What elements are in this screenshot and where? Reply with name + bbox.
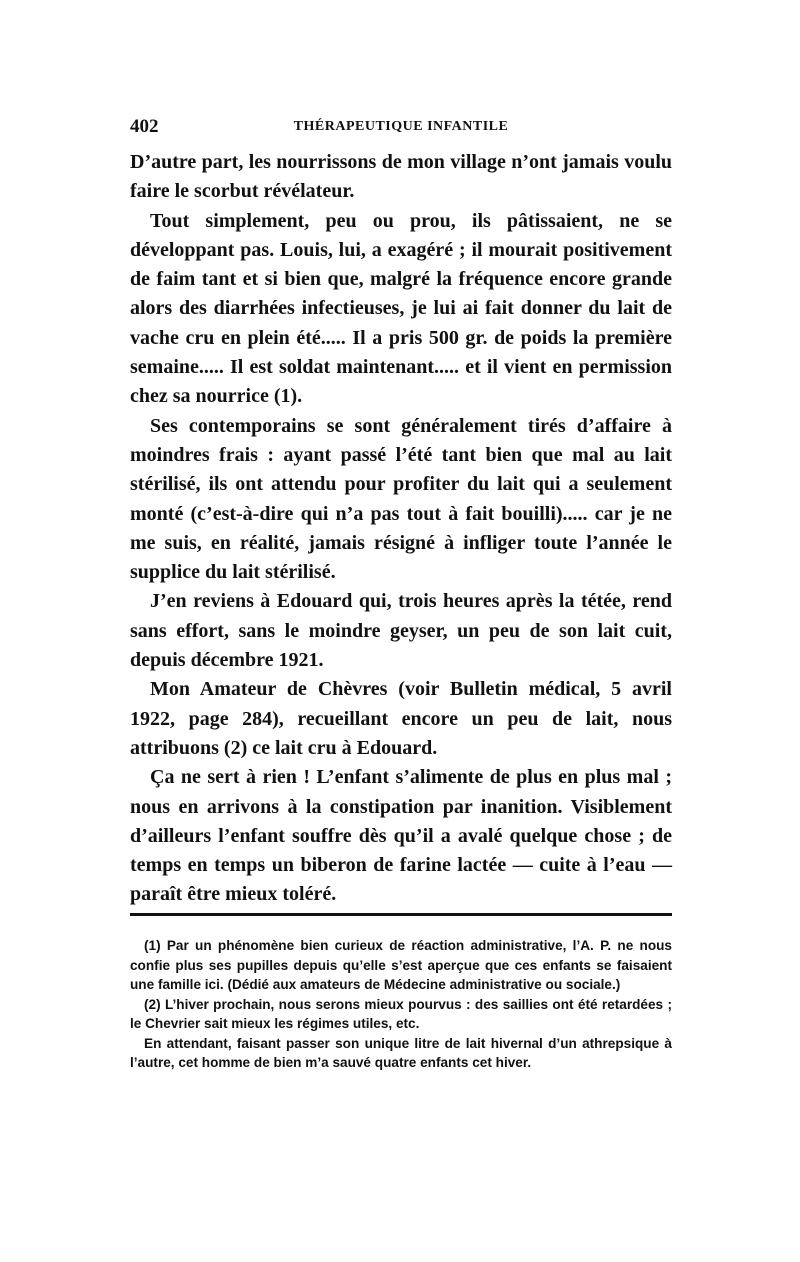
paragraph: Mon Amateur de Chèvres (voir Bulletin médical, 5 avril 1922, page 284), recueillant encore un peu de lait, nous attribuons (2) ce lait cru à Edouard. [130,678,672,759]
paragraph: D’autre part, les nourrissons de mon village n’ont jamais voulu faire le scorbut révélateur. [130,151,672,203]
page-number: 402 [130,116,159,137]
footnote: (2) L’hiver prochain, nous serons mieux pourvus : des saillies ont été retardées ; le Chevrier sait mieux les régimes utiles, etc. [130,996,672,1031]
running-title: THÉRAPEUTIQUE INFANTILE [293,119,509,134]
paragraph: Tout simplement, peu ou prou, ils pâtissaient, ne se développant pas. Louis, lui, a exagéré ; il mourait positivement de faim tant et si bien que, malgré la fréquence encore grande alors des diarrhées infectieuses, je lui ai fait donner du lait de vache cru en plein été..... Il a pris 500 gr. de poids la première semaine..... Il est soldat maintenant..... et il vient en permission chez sa nourrice (1). [130,209,672,408]
footnotes [130,936,672,1073]
footnote-divider [130,913,672,916]
paragraph: J’en reviens à Edouard qui, trois heures après la tétée, rend sans effort, sans le moindre geyser, un peu de son lait cuit, depuis décembre 1921. [130,590,672,672]
paragraph: Ses contemporains se sont généralement tirés d’affaire à moindres frais : ayant passé l’été tant bien que mal au lait stérilisé, ils ont attendu pour profiter du lait qui a seulement monté (c’est-à-dire qui n’a pas tout à fait bouilli)..... car je ne me suis, en réalité, jamais résigné à infliger toute l’année le supplice du lait stérilisé. [130,414,672,584]
footnote: (1) Par un phénomène bien curieux de réaction administrative, l’A. P. ne nous confie plus ses pupilles depuis qu’elle s’est aperçue que ces enfants se faisaient une famille ici. (Dédié aux amateurs de Médecine administrative ou sociale.) [130,938,672,992]
footnote: En attendant, faisant passer son unique litre de lait hivernal d’un athrepsique à l’autre, cet homme de bien m’a sauvé quatre enfants cet hiver. [130,1035,672,1070]
body-text [130,148,672,910]
page-header [130,116,672,140]
paragraph: Ça ne sert à rien ! L’enfant s’alimente de plus en plus mal ; nous en arrivons à la constipation par inanition. Visiblement d’ailleurs l’enfant souffre dès qu’il a avalé quelque chose ; de temps en temps un biberon de farine lactée — cuite à l’eau — paraît être mieux toléré. [130,766,672,906]
